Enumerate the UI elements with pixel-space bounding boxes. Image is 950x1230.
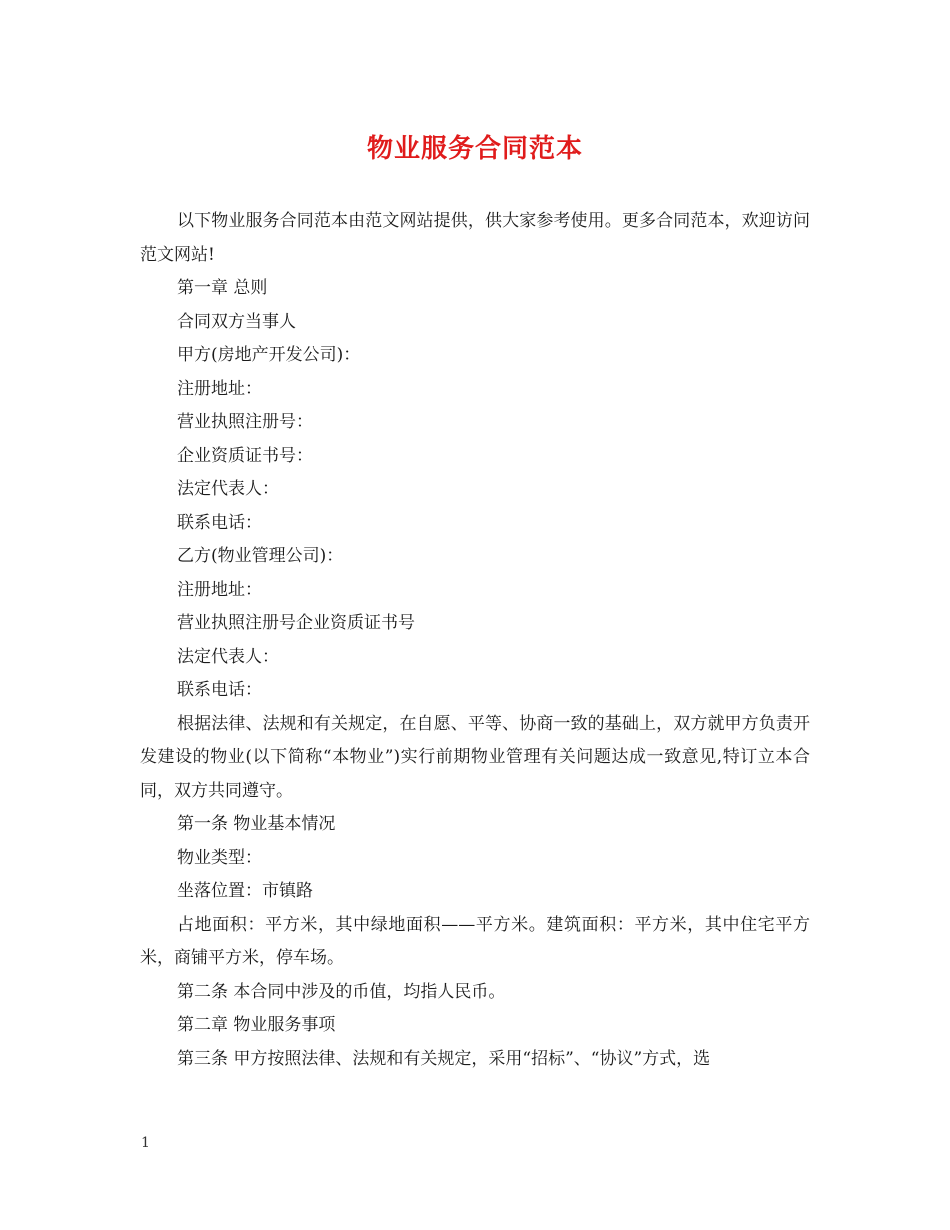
paragraph-intro: 以下物业服务合同范本由范文网站提供，供大家参考使用。更多合同范本，欢迎访问范文网站! (140, 211, 810, 265)
chapter-1-heading: 第一章 总则 (177, 278, 268, 298)
party-a-representative: 法定代表人： (177, 479, 279, 499)
document-body (140, 205, 810, 1076)
chapter-2-heading: 第二章 物业服务事项 (177, 1015, 336, 1035)
property-location: 坐落位置：市镇路 (177, 881, 313, 901)
party-b-license: 营业执照注册号企业资质证书号 (177, 613, 415, 633)
party-b-label: 乙方(物业管理公司)： (177, 546, 344, 566)
paragraph-agreement: 根据法律、法规和有关规定，在自愿、平等、协商一致的基础上，双方就甲方负责开发建设的物业(以下简称“本物业”)实行前期物业管理有关问题达成一致意见,特订立本合同，双方共同遵守。 (140, 713, 810, 801)
party-a-qualification: 企业资质证书号： (177, 445, 313, 466)
party-b-address: 注册地址： (177, 579, 262, 600)
party-b-representative: 法定代表人： (177, 646, 279, 667)
article-2: 第二条 本合同中涉及的币值，均指人民币。 (177, 981, 506, 1002)
party-a-phone: 联系电话： (177, 512, 262, 533)
party-a-address: 注册地址： (177, 378, 262, 399)
article-1-heading: 第一条 物业基本情况 (177, 814, 336, 834)
paragraph-parties: 合同双方当事人 (177, 311, 296, 332)
party-a-label: 甲方(房地产开发公司)： (177, 345, 361, 365)
article-3: 第三条 甲方按照法律、法规和有关规定，采用“招标”、“协议”方式，选 (177, 1048, 711, 1069)
document-title: 物业服务合同范本 (366, 134, 583, 164)
property-area: 占地面积：平方米，其中绿地面积——平方米。建筑面积：平方米，其中住宅平方米，商铺平方米，停车场。 (140, 914, 810, 968)
property-type: 物业类型： (177, 847, 262, 868)
party-a-license: 营业执照注册号： (177, 412, 313, 432)
page-number: 1 (141, 1135, 150, 1151)
party-b-phone: 联系电话： (177, 680, 262, 700)
